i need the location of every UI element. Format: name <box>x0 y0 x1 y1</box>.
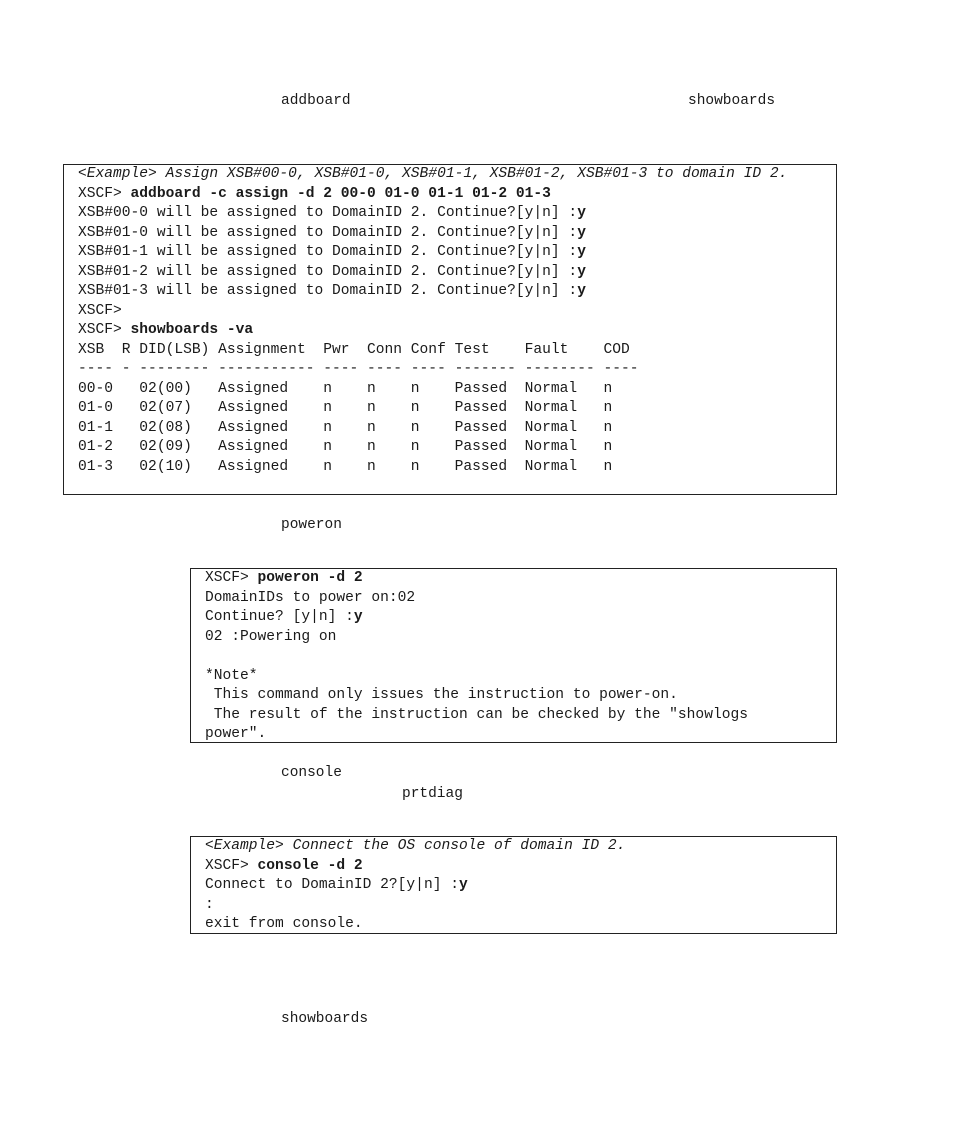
assign-prompt-text: XSB#01-0 will be assigned to DomainID 2. Continue?[y|n] : <box>78 224 578 241</box>
prompt: XSCF> <box>78 185 131 202</box>
code-block-poweron <box>190 568 837 743</box>
command-line <box>78 185 836 205</box>
assign-prompt-text: XSB#01-3 will be assigned to DomainID 2. Continue?[y|n] : <box>78 283 578 299</box>
code-block-console <box>190 836 837 934</box>
output-line <box>205 876 836 896</box>
output-line <box>78 204 836 224</box>
table-header: XSB R DID(LSB) Assignment Pwr Conn Conf Test Fault COD <box>78 341 630 358</box>
output-line <box>78 224 836 244</box>
answer-text: y <box>577 263 586 280</box>
note-heading: *Note* <box>205 667 258 684</box>
label-console: console <box>281 765 342 781</box>
label-showboards: showboards <box>688 93 776 109</box>
output-line: 02 :Powering on <box>205 628 337 645</box>
answer-text: y <box>577 244 586 260</box>
command-text: showboards -va <box>130 322 254 338</box>
example-caption: <Example> Assign XSB#00-0, XSB#01-0, XSB#01-1, XSB#01-2, XSB#01-3 to domain ID 2. <box>78 166 788 182</box>
output-line <box>78 282 836 302</box>
prompt: XSCF> <box>205 570 258 586</box>
command-text: console -d 2 <box>257 857 363 874</box>
note-text: This command only issues the instruction to power-on. <box>205 687 678 703</box>
output-line: exit from console. <box>205 916 363 932</box>
assign-prompt-text: XSB#00-0 will be assigned to DomainID 2. Continue?[y|n] : <box>78 205 578 221</box>
prompt-line: XSCF> <box>78 302 122 319</box>
prompt: XSCF> <box>205 857 258 874</box>
assign-prompt-text: XSB#01-1 will be assigned to DomainID 2. Continue?[y|n] : <box>78 244 578 260</box>
command-line <box>78 321 836 341</box>
output-line: : <box>205 896 214 913</box>
output-line <box>78 243 836 263</box>
label-prtdiag: prtdiag <box>402 786 463 802</box>
output-line: DomainIDs to power on:02 <box>205 589 416 606</box>
command-text: poweron -d 2 <box>257 570 363 586</box>
answer-text: y <box>577 205 586 221</box>
label-poweron: poweron <box>281 517 342 533</box>
table-row: 01-3 02(10) Assigned n n n Passed Normal n <box>78 458 613 475</box>
command-line <box>205 857 836 877</box>
example-caption: <Example> Connect the OS console of domain ID 2. <box>205 838 626 854</box>
answer-text: y <box>458 877 468 893</box>
answer-text: y <box>577 224 586 241</box>
command-line <box>205 569 836 589</box>
code-block-addboard <box>63 164 837 495</box>
note-text: power". <box>205 726 267 742</box>
answer-text: y <box>577 283 586 299</box>
note-text: The result of the instruction can be checked by the "showlogs <box>205 706 748 723</box>
table-row: 00-0 02(00) Assigned n n n Passed Normal n <box>78 380 613 397</box>
table-row: 01-0 02(07) Assigned n n n Passed Normal n <box>78 400 613 416</box>
blank-line <box>205 647 836 667</box>
output-line <box>78 263 836 283</box>
table-row: 01-2 02(09) Assigned n n n Passed Normal n <box>78 439 613 455</box>
label-showboards-bottom: showboards <box>281 1011 369 1027</box>
table-rule: ---- - -------- ----------- ---- ---- ---- ------- -------- ---- <box>78 361 639 377</box>
output-line <box>205 608 836 628</box>
prompt: XSCF> <box>78 322 131 338</box>
label-addboard: addboard <box>281 93 351 109</box>
assign-prompt-text: XSB#01-2 will be assigned to DomainID 2. Continue?[y|n] : <box>78 263 578 280</box>
confirm-text: Continue? [y|n] : <box>205 609 354 625</box>
table-row: 01-1 02(08) Assigned n n n Passed Normal n <box>78 419 613 436</box>
answer-text: y <box>353 609 363 625</box>
confirm-text: Connect to DomainID 2?[y|n] : <box>205 877 459 893</box>
command-text: addboard -c assign -d 2 00-0 01-0 01-1 01-2 01-3 <box>130 185 551 202</box>
